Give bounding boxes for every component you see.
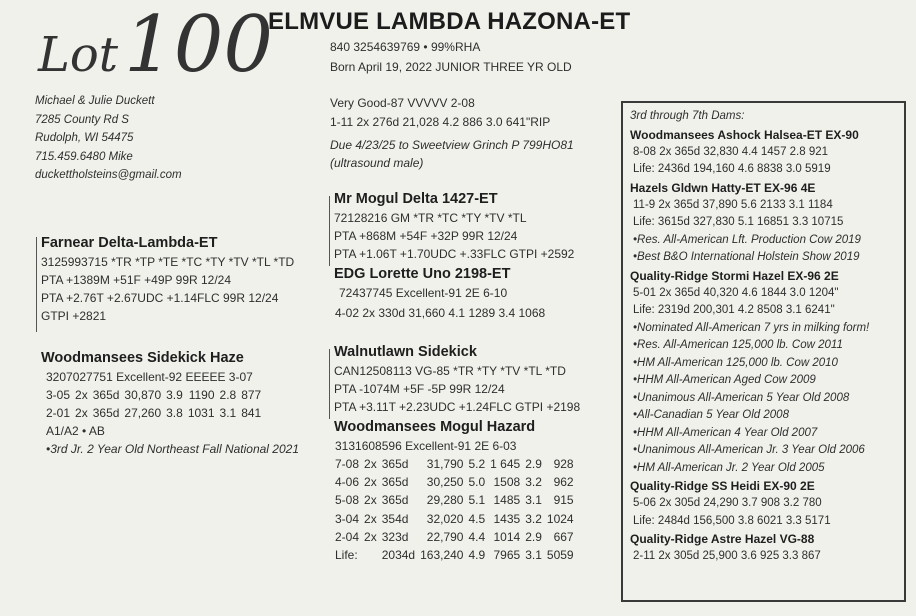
table-row: [335, 510, 579, 528]
dam-5-award: •Res. All-American 125,000 lb. Cow 2011: [633, 339, 843, 351]
dam-4-award: •Res. All-American Lft. Production Cow 2019: [633, 233, 861, 246]
dam-6-lifetime: Life: 2484d 156,500 3.8 6021 3.3 5171: [633, 514, 831, 527]
dam-5-award: •Unanimous All-American 5 Year Old 2008: [633, 391, 850, 404]
record-milk: 31,790: [426, 457, 464, 472]
record-age: 3-05: [46, 388, 71, 403]
dam-5-record: 5-01 2x 365d 40,320 4.6 1844 3.0 1204": [633, 286, 839, 299]
due-note: (ultrasound male): [330, 156, 424, 170]
dams-header: 3rd through 7th Dams:: [630, 110, 745, 122]
record-days: 365d: [381, 475, 409, 490]
dam-3-lifetime: Life: 2436d 194,160 4.6 8838 3.0 5919: [633, 163, 831, 175]
dam-5-award: •HHM All-American Aged Cow 2009: [633, 374, 816, 386]
dam-registration: 3207027751 Excellent-92 EEEEE 3-07: [46, 370, 253, 384]
sire-line: PTA +2.76T +2.67UDC +1.14FLC 99R 12/24: [41, 291, 279, 305]
granddam-block: [334, 265, 545, 324]
record-protein-pct: 2.8: [219, 388, 237, 403]
granddam-record: 4-02 2x 330d 31,660 4.1 1289 3.4 1068: [335, 306, 546, 320]
dam-7-name: Quality-Ridge Astre Hazel VG-88: [630, 532, 815, 546]
sire-line: PTA +1389M +51F +49P 99R 12/24: [41, 273, 232, 287]
record-protein: 5059: [546, 548, 574, 563]
record-milkings: 2x: [364, 529, 377, 544]
record-milk: 27,260: [124, 406, 162, 421]
granddam-name: EDG Lorette Uno 2198-ET: [334, 266, 511, 282]
sire-name: Farnear Delta-Lambda-ET: [41, 235, 218, 251]
dam-5-award: •Unanimous All-American Jr. 3 Year Old 2006: [633, 444, 865, 456]
record-days: 323d: [381, 529, 409, 544]
record-fat-pct: 5.1: [468, 493, 486, 508]
records-body: [335, 455, 579, 564]
mgs-line: 72128216 GM *TR *TC *TY *TV *TL: [334, 211, 527, 225]
record-fat: 7965: [493, 548, 521, 563]
contact-email[interactable]: duckettholsteins@gmail.com: [35, 169, 182, 181]
record-fat: 1031: [187, 406, 215, 421]
dam-4-lifetime: Life: 3615d 327,830 5.1 16851 3.3 10715: [633, 216, 844, 228]
dam-3-name: Woodmansees Ashock Halsea-ET EX-90: [630, 127, 859, 142]
record-protein-pct: 3.1: [525, 548, 542, 563]
record-protein: 1024: [546, 511, 574, 526]
dam-5-award: •Nominated All-American 7 yrs in milking form!: [633, 321, 870, 334]
record-fat: 1190: [188, 388, 215, 403]
great-granddam-records: [335, 455, 579, 564]
record-protein-pct: 2.9: [525, 457, 542, 472]
record-milkings: 2x: [75, 406, 88, 421]
record-fat-pct: 3.8: [166, 406, 183, 421]
record-fat: 1485: [493, 493, 521, 508]
mggs-block: [334, 343, 580, 416]
record-days: 365d: [381, 457, 409, 472]
record-protein: 841: [241, 406, 262, 421]
record-protein-pct: 3.1: [219, 406, 237, 421]
record-milkings: [364, 546, 382, 564]
sire-bracket: [36, 237, 37, 332]
table-row: [335, 473, 579, 491]
record-milk: 30,870: [124, 388, 162, 403]
record-days: 365d: [92, 406, 120, 421]
record-protein: 962: [553, 475, 574, 490]
record-fat-pct: 4.9: [468, 548, 486, 563]
animal-title: ELMVUE LAMBDA HAZONA-ET: [268, 8, 631, 35]
record-fat-pct: 4.5: [468, 511, 486, 526]
record-age: 2-01: [46, 406, 71, 421]
mggs-line: CAN12508113 VG-85 *TR *TY *TV *TL *TD: [334, 364, 566, 378]
dam-5-award: •HM All-American Jr. 2 Year Old 2005: [633, 461, 825, 474]
dam-4-record: 11-9 2x 365d 37,890 5.6 2133 3.1 1184: [633, 198, 833, 211]
table-row: [335, 546, 579, 564]
lot-word: Lot: [38, 27, 119, 83]
record-age: Life:: [335, 548, 358, 563]
dam-5-award: •HM All-American 125,000 lb. Cow 2010: [633, 356, 838, 369]
dam-3-record: 8-08 2x 365d 32,830 4.4 1457 2.8 921: [633, 145, 829, 158]
ancestor-dams: [630, 108, 902, 566]
dam-records: [46, 386, 266, 422]
consignor-contact: [35, 92, 182, 185]
record-milkings: 2x: [364, 493, 377, 508]
record-protein: 877: [241, 388, 262, 403]
record-protein-pct: 2.9: [525, 529, 542, 544]
mgs-line: PTA +1.06T +1.70UDC +.33FLC GTPI +2592: [334, 247, 575, 261]
dam-genotype: A1/A2 • AB: [46, 424, 105, 439]
record-protein-pct: 3.1: [525, 493, 542, 508]
record-age: 7-08: [335, 457, 360, 472]
record-milk: 29,280: [426, 493, 464, 508]
mgs-bracket: [329, 196, 330, 266]
contact-name: Michael & Julie Duckett: [35, 95, 155, 107]
dam-5-award: •All-Canadian 5 Year Old 2008: [633, 409, 789, 421]
dam-5-award: •HHM All-American 4 Year Old 2007: [633, 426, 818, 439]
record-days: 365d: [92, 388, 120, 403]
record-age: 2-04: [335, 529, 360, 544]
mggs-line: PTA +3.11T +2.23UDC +1.24FLC GTPI +2198: [334, 400, 581, 414]
dam-4-award: •Best B&O International Holstein Show 2019: [633, 251, 860, 263]
record-milkings: 2x: [364, 511, 377, 526]
record-protein-pct: 3.2: [525, 475, 542, 490]
own-record: [330, 94, 574, 172]
table-row: [335, 455, 579, 473]
record-milk: 22,790: [426, 529, 464, 544]
record-fat: 1014: [493, 529, 521, 544]
mggs-bracket: [329, 349, 330, 419]
lot-number: [38, 0, 273, 90]
record-fat-pct: 3.9: [166, 388, 183, 403]
sire-block: [41, 234, 294, 325]
contact-city: Rudolph, WI 54475: [35, 132, 134, 144]
lot-digits: 100: [124, 0, 273, 90]
table-row: [335, 491, 579, 509]
table-row: [335, 528, 579, 546]
record-protein: 928: [553, 457, 574, 472]
great-granddam-block: [334, 418, 579, 564]
record-days: 354d: [381, 511, 409, 526]
record-days: 365d: [381, 493, 409, 508]
record-age: 4-06: [335, 475, 360, 490]
dam-5-name: Quality-Ridge Stormi Hazel EX-96 2E: [630, 268, 839, 283]
record-milkings: 2x: [75, 388, 88, 403]
table-row: [46, 404, 266, 422]
mgs-block: [334, 190, 574, 263]
dam-5-lifetime: Life: 2319d 200,301 4.2 8508 3.1 6241": [633, 304, 835, 316]
record-milkings: 2x: [364, 457, 377, 472]
dam-4-name: Hazels Gldwn Hatty-ET EX-96 4E: [630, 180, 816, 195]
mgs-line: PTA +868M +54F +32P 99R 12/24: [334, 229, 518, 243]
record-fat-pct: 5.0: [468, 475, 486, 490]
sire-line: 3125993715 *TR *TP *TE *TC *TY *TV *TL *TD: [41, 255, 295, 269]
mggs-line: PTA -1074M +5F -5P 99R 12/24: [334, 382, 505, 396]
contact-phone: 715.459.6480 Mike: [35, 150, 133, 163]
dam-block: [41, 349, 299, 458]
dam-name: Woodmansees Sidekick Haze: [41, 350, 244, 366]
record-protein: 667: [553, 529, 574, 544]
great-granddam-registration: 3131608596 Excellent-91 2E 6-03: [335, 439, 517, 453]
great-granddam-name: Woodmansees Mogul Hazard: [334, 419, 536, 435]
lactation-record: 1-11 2x 276d 21,028 4.2 886 3.0 641"RIP: [330, 115, 551, 129]
record-milk: 30,250: [426, 475, 464, 490]
record-age: 5-08: [335, 493, 360, 508]
record-milk: 163,240: [420, 548, 464, 563]
record-fat: 1508: [493, 475, 521, 490]
granddam-registration: 72437745 Excellent-91 2E 6-10: [339, 286, 508, 300]
dam-6-record: 5-06 2x 305d 24,290 3.7 908 3.2 780: [633, 497, 822, 509]
record-protein-pct: 3.2: [525, 511, 542, 526]
dam-6-name: Quality-Ridge SS Heidi EX-90 2E: [630, 479, 815, 493]
due-date: Due 4/23/25 to Sweetview Grinch P 799HO81: [330, 138, 574, 152]
mgs-name: Mr Mogul Delta 1427-ET: [334, 191, 498, 207]
mggs-name: Walnutlawn Sidekick: [334, 344, 477, 360]
contact-address: 7285 County Rd S: [35, 113, 129, 126]
record-fat-pct: 5.2: [468, 457, 486, 472]
record-milk: 32,020: [426, 511, 464, 526]
dam-7-record: 2-11 2x 305d 25,900 3.6 925 3.3 867: [633, 550, 821, 562]
record-milkings: 2x: [364, 475, 377, 490]
dam-award: •3rd Jr. 2 Year Old Northeast Fall National 2021: [46, 442, 300, 457]
record-fat: 1 645: [490, 457, 521, 472]
record-protein: 915: [553, 493, 574, 508]
registration-line: 840 3254639769 • 99%RHA: [330, 40, 481, 54]
born-line: Born April 19, 2022 JUNIOR THREE YR OLD: [330, 60, 572, 74]
record-fat-pct: 4.4: [468, 529, 486, 544]
classification: Very Good-87 VVVVV 2-08: [330, 96, 475, 110]
record-age: 3-04: [335, 511, 360, 526]
record-fat: 1435: [493, 511, 521, 526]
record-days: 2034d: [381, 548, 416, 563]
sire-line: GTPI +2821: [41, 309, 107, 323]
table-row: [46, 386, 266, 404]
